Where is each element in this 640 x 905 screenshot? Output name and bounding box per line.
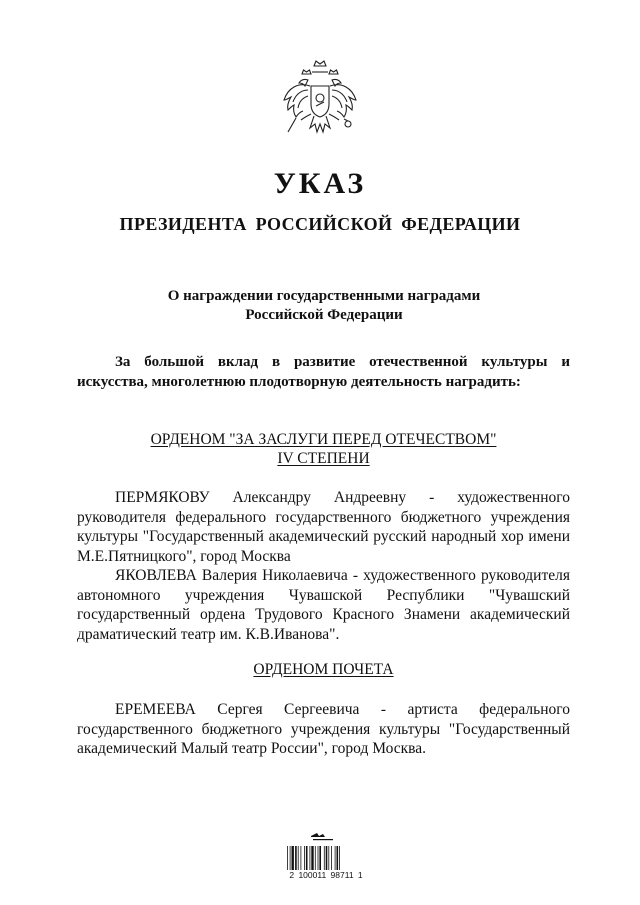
awardee-paragraph-3: ЕРЕМЕЕВА Сергея Сергеевича - артиста федерального государственного бюджетного учреждения культуры "Государственный академический Малый театр России", город Москва. [77,701,570,757]
decree-subtitle: ПРЕЗИДЕНТА РОССИЙСКОЙ ФЕДЕРАЦИИ [119,214,521,234]
order-merit-line-2: IV СТЕПЕНИ [277,450,370,467]
decree-heading-line-1: О награждении государственными наградами [167,288,481,304]
decree-intro: За большой вклад в развитие отечественной культуры и искусства, многолетнюю плодотворную деятельность наградить: [77,354,570,390]
order-merit-heading [77,430,570,468]
order-honour-heading: ОРДЕНОМ ПОЧЕТА [253,661,394,678]
awardee-paragraph-2: ЯКОВЛЕВА Валерия Николаевича - художественного руководителя автономного учреждения Чувашской Республики "Чувашский государственный ордена Трудового Красного Знамени академический драматический театр им. К.В.Иванова". [77,567,570,643]
awardee-paragraph-1: ПЕРМЯКОВУ Александру Андреевну - художественного руководителя федерального государственного бюджетного учреждения культуры "Государственный академический русский народный хор имени М.Е.Пятницкого", город Москва [77,489,570,565]
decree-heading [0,287,640,325]
decree-title: УКАЗ [273,167,367,200]
barcode-number: 2 100011 98711 1 [289,870,363,880]
order-merit-line-1: ОРДЕНОМ "ЗА ЗАСЛУГИ ПЕРЕД ОТЕЧЕСТВОМ" [150,431,497,448]
decree-heading-line-2: Российской Федерации [245,307,403,323]
double-headed-eagle-emblem-icon [278,56,362,146]
